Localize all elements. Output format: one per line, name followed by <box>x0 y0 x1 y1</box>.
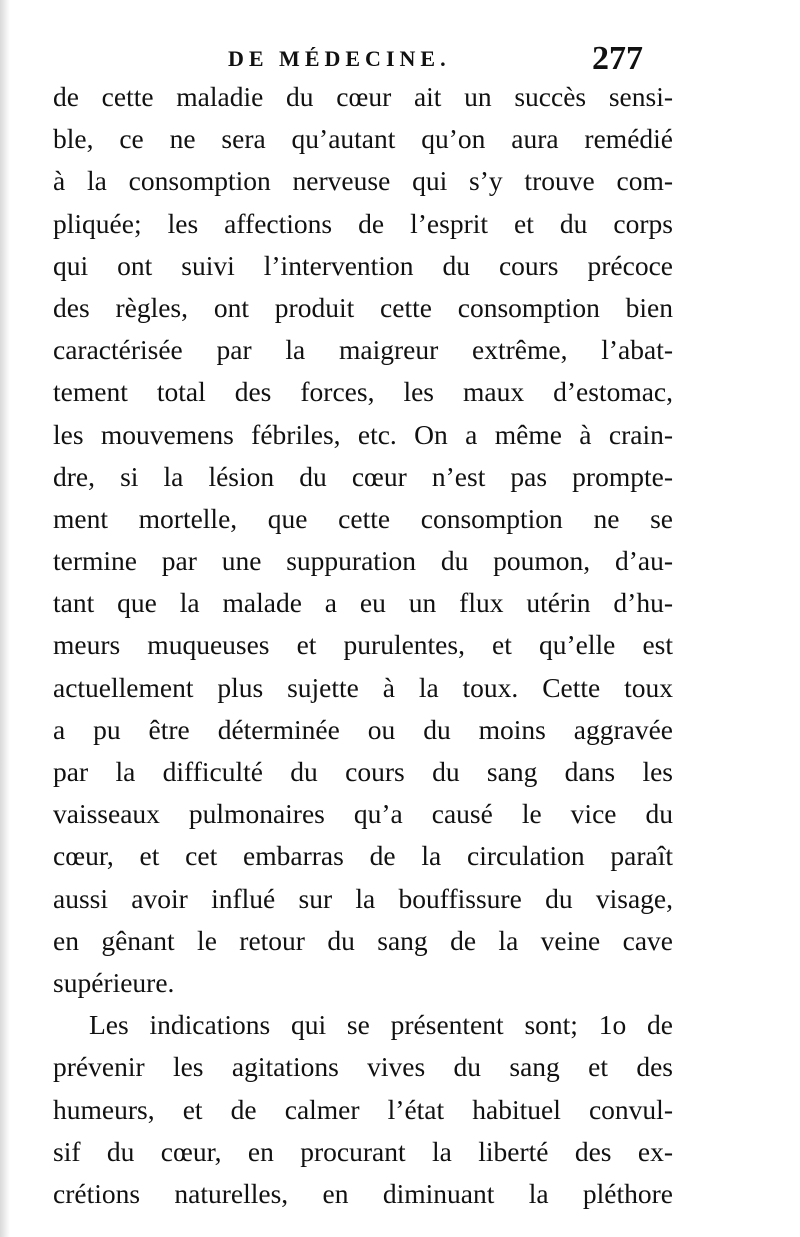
page-gutter-shadow <box>0 0 10 1237</box>
running-head: DE MÉDECINE. <box>228 46 451 71</box>
text-line: par la difficulté du cours du sang dans les <box>53 756 673 787</box>
text-line: sif du cœur, en procurant la liberté des ex- <box>53 1135 673 1167</box>
paragraph-2 <box>53 1004 673 1215</box>
text-line: prévenir les agitations vives du sang et des <box>53 1051 673 1083</box>
text-line: termine par une suppuration du poumon, d’au- <box>53 545 673 577</box>
text-line: de cette maladie du cœur ait un succès sensi- <box>53 81 673 112</box>
text-line: tant que la malade a eu un flux utérin d’hu- <box>53 587 673 619</box>
text-line: caractérisée par la maigreur extrême, l’abat- <box>53 334 673 366</box>
text-line: ble, ce ne sera qu’autant qu’on aura remédié <box>53 123 673 155</box>
text-line: meurs muqueuses et purulentes, et qu’elle est <box>53 629 673 661</box>
text-line: aussi avoir influé sur la bouffissure du visage, <box>53 882 673 914</box>
page-header <box>0 40 800 80</box>
text-line: ment mortelle, que cette consomption ne se <box>53 502 673 534</box>
text-line: pliquée; les affections de l’esprit et du corps <box>53 207 673 239</box>
text-line: supérieure. <box>53 966 175 998</box>
text-line: dre, si la lésion du cœur n’est pas prompte- <box>53 460 673 492</box>
text-line: Les indications qui se présentent sont; 1o de <box>89 1009 673 1041</box>
text-line: crétions naturelles, en diminuant la pléthore <box>53 1177 673 1209</box>
text-line: vaisseaux pulmonaires qu’a causé le vice du <box>53 798 673 830</box>
text-line: qui ont suivi l’intervention du cours précoce <box>53 249 673 281</box>
text-line: humeurs, et de calmer l’état habituel convul- <box>53 1093 673 1125</box>
text-line: cœur, et cet embarras de la circulation paraît <box>53 840 673 872</box>
paragraph-1 <box>53 76 673 1004</box>
text-line: tement total des forces, les maux d’estomac, <box>53 376 673 408</box>
text-line: les mouvemens fébriles, etc. On a même à crain- <box>53 418 673 450</box>
text-line: actuellement plus sujette à la toux. Cette toux <box>53 671 673 703</box>
text-line: a pu être déterminée ou du moins aggravée <box>53 713 673 745</box>
text-line: des règles, ont produit cette consomption bien <box>53 291 673 323</box>
text-line: en gênant le retour du sang de la veine cave <box>53 924 673 956</box>
body-text <box>53 76 673 1215</box>
text-line: à la consomption nerveuse qui s’y trouve com- <box>53 165 673 197</box>
page-number: 277 <box>592 40 643 77</box>
